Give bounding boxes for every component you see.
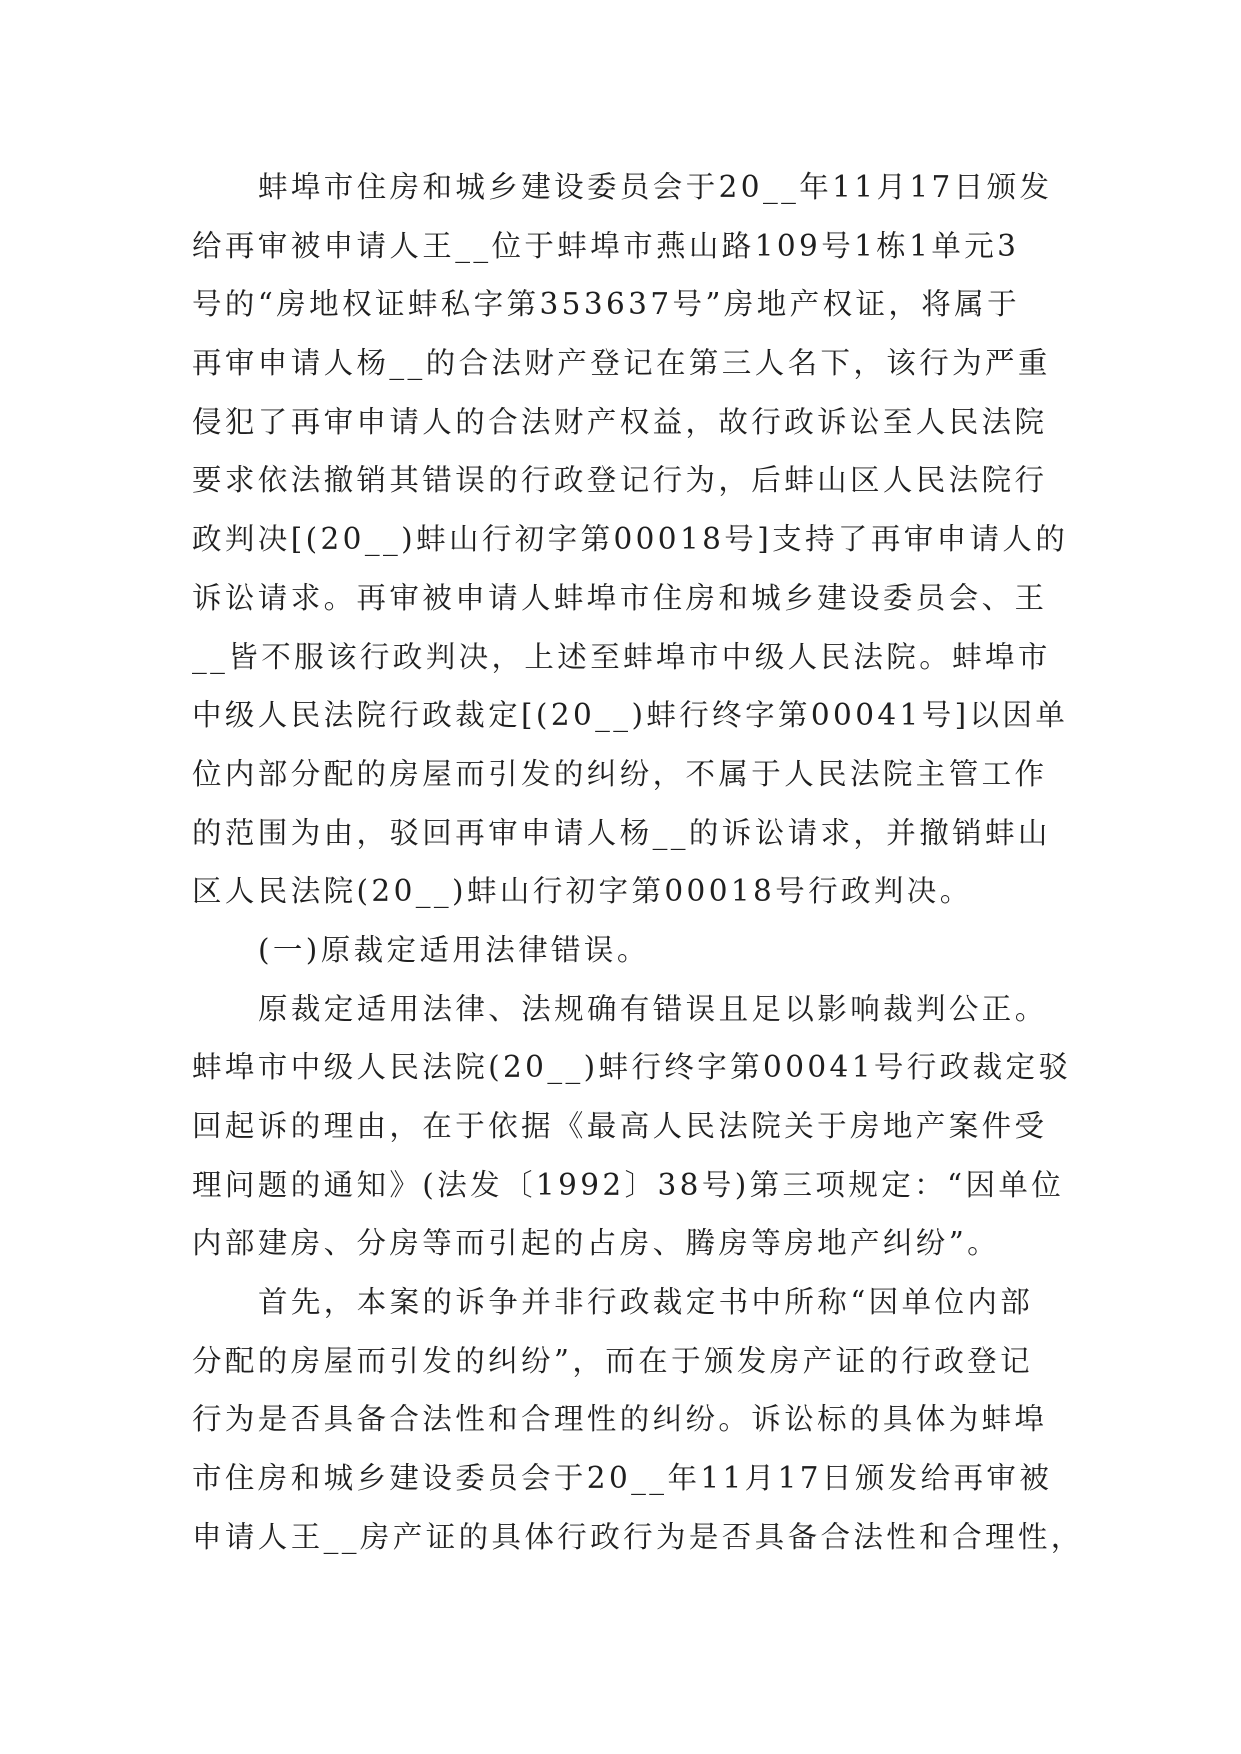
paragraph-line: 给再审被申请人王__位于蚌埠市燕山路109号1栋1单元3 xyxy=(192,228,1020,263)
paragraph-line: 理问题的通知》(法发〔1992〕38号)第三项规定：“因单位 xyxy=(192,1167,1065,1202)
paragraph-line: 回起诉的理由，在于依据《最高人民法院关于房地产案件受 xyxy=(192,1109,1048,1143)
paragraph-line: 分配的房屋而引发的纠纷”，而在于颁发房产证的行政登记 xyxy=(192,1343,1033,1378)
paragraph-line: 区人民法院(20__)蚌山行初字第00018号行政判决。 xyxy=(192,874,973,909)
paragraph-line: 诉讼请求。再审被申请人蚌埠市住房和城乡建设委员会、王 xyxy=(192,580,1048,615)
paragraph-line: 行为是否具备合法性和合理性的纠纷。诉讼标的具体为蚌埠 xyxy=(192,1402,1048,1437)
paragraph-line: 政判决[(20__)蚌山行初字第00018号]支持了再审申请人的 xyxy=(192,522,1069,557)
document-body xyxy=(192,158,1084,1567)
paragraph-line: 的范围为由，驳回再审申请人杨__的诉讼请求，并撤销蚌山 xyxy=(192,815,1051,850)
paragraph-line: 再审申请人杨__的合法财产登记在第三人名下，该行为严重 xyxy=(192,346,1051,381)
paragraph-3 xyxy=(192,1273,1084,1566)
paragraph-line: 原裁定适用法律、法规确有错误且足以影响裁判公正。 xyxy=(258,991,1048,1026)
paragraph-line: 位内部分配的房屋而引发的纠纷，不属于人民法院主管工作 xyxy=(192,756,1048,791)
heading-line: (一)原裁定适用法律错误。 xyxy=(258,932,650,967)
paragraph-line: 中级人民法院行政裁定[(20__)蚌行终字第00041号]以因单 xyxy=(192,698,1069,733)
section-heading xyxy=(192,921,1072,980)
paragraph-line: 首先，本案的诉争并非行政裁定书中所称“因单位内部 xyxy=(258,1285,1034,1320)
paragraph-2 xyxy=(192,980,1072,1273)
paragraph-line: 蚌埠市住房和城乡建设委员会于20__年11月17日颁发 xyxy=(258,170,1053,204)
paragraph-1 xyxy=(192,158,1072,921)
paragraph-line: 蚌埠市中级人民法院(20__)蚌行终字第00041号行政裁定驳 xyxy=(192,1050,1072,1085)
paragraph-line: __皆不服该行政判决，上述至蚌埠市中级人民法院。蚌埠市 xyxy=(192,639,1051,674)
paragraph-line: 要求依法撤销其错误的行政登记行为，后蚌山区人民法院行 xyxy=(192,463,1048,498)
paragraph-line: 内部建房、分房等而引起的占房、腾房等房地产纠纷”。 xyxy=(192,1226,1001,1261)
paragraph-line: 号的“房地权证蚌私字第353637号”房地产权证，将属于 xyxy=(192,287,1020,322)
paragraph-line: 侵犯了再审申请人的合法财产权益，故行政诉讼至人民法院 xyxy=(192,404,1048,439)
paragraph-line: 申请人王__房产证的具体行政行为是否具备合法性和合理性， xyxy=(192,1519,1084,1554)
paragraph-line: 市住房和城乡建设委员会于20__年11月17日颁发给再审被 xyxy=(192,1461,1053,1496)
